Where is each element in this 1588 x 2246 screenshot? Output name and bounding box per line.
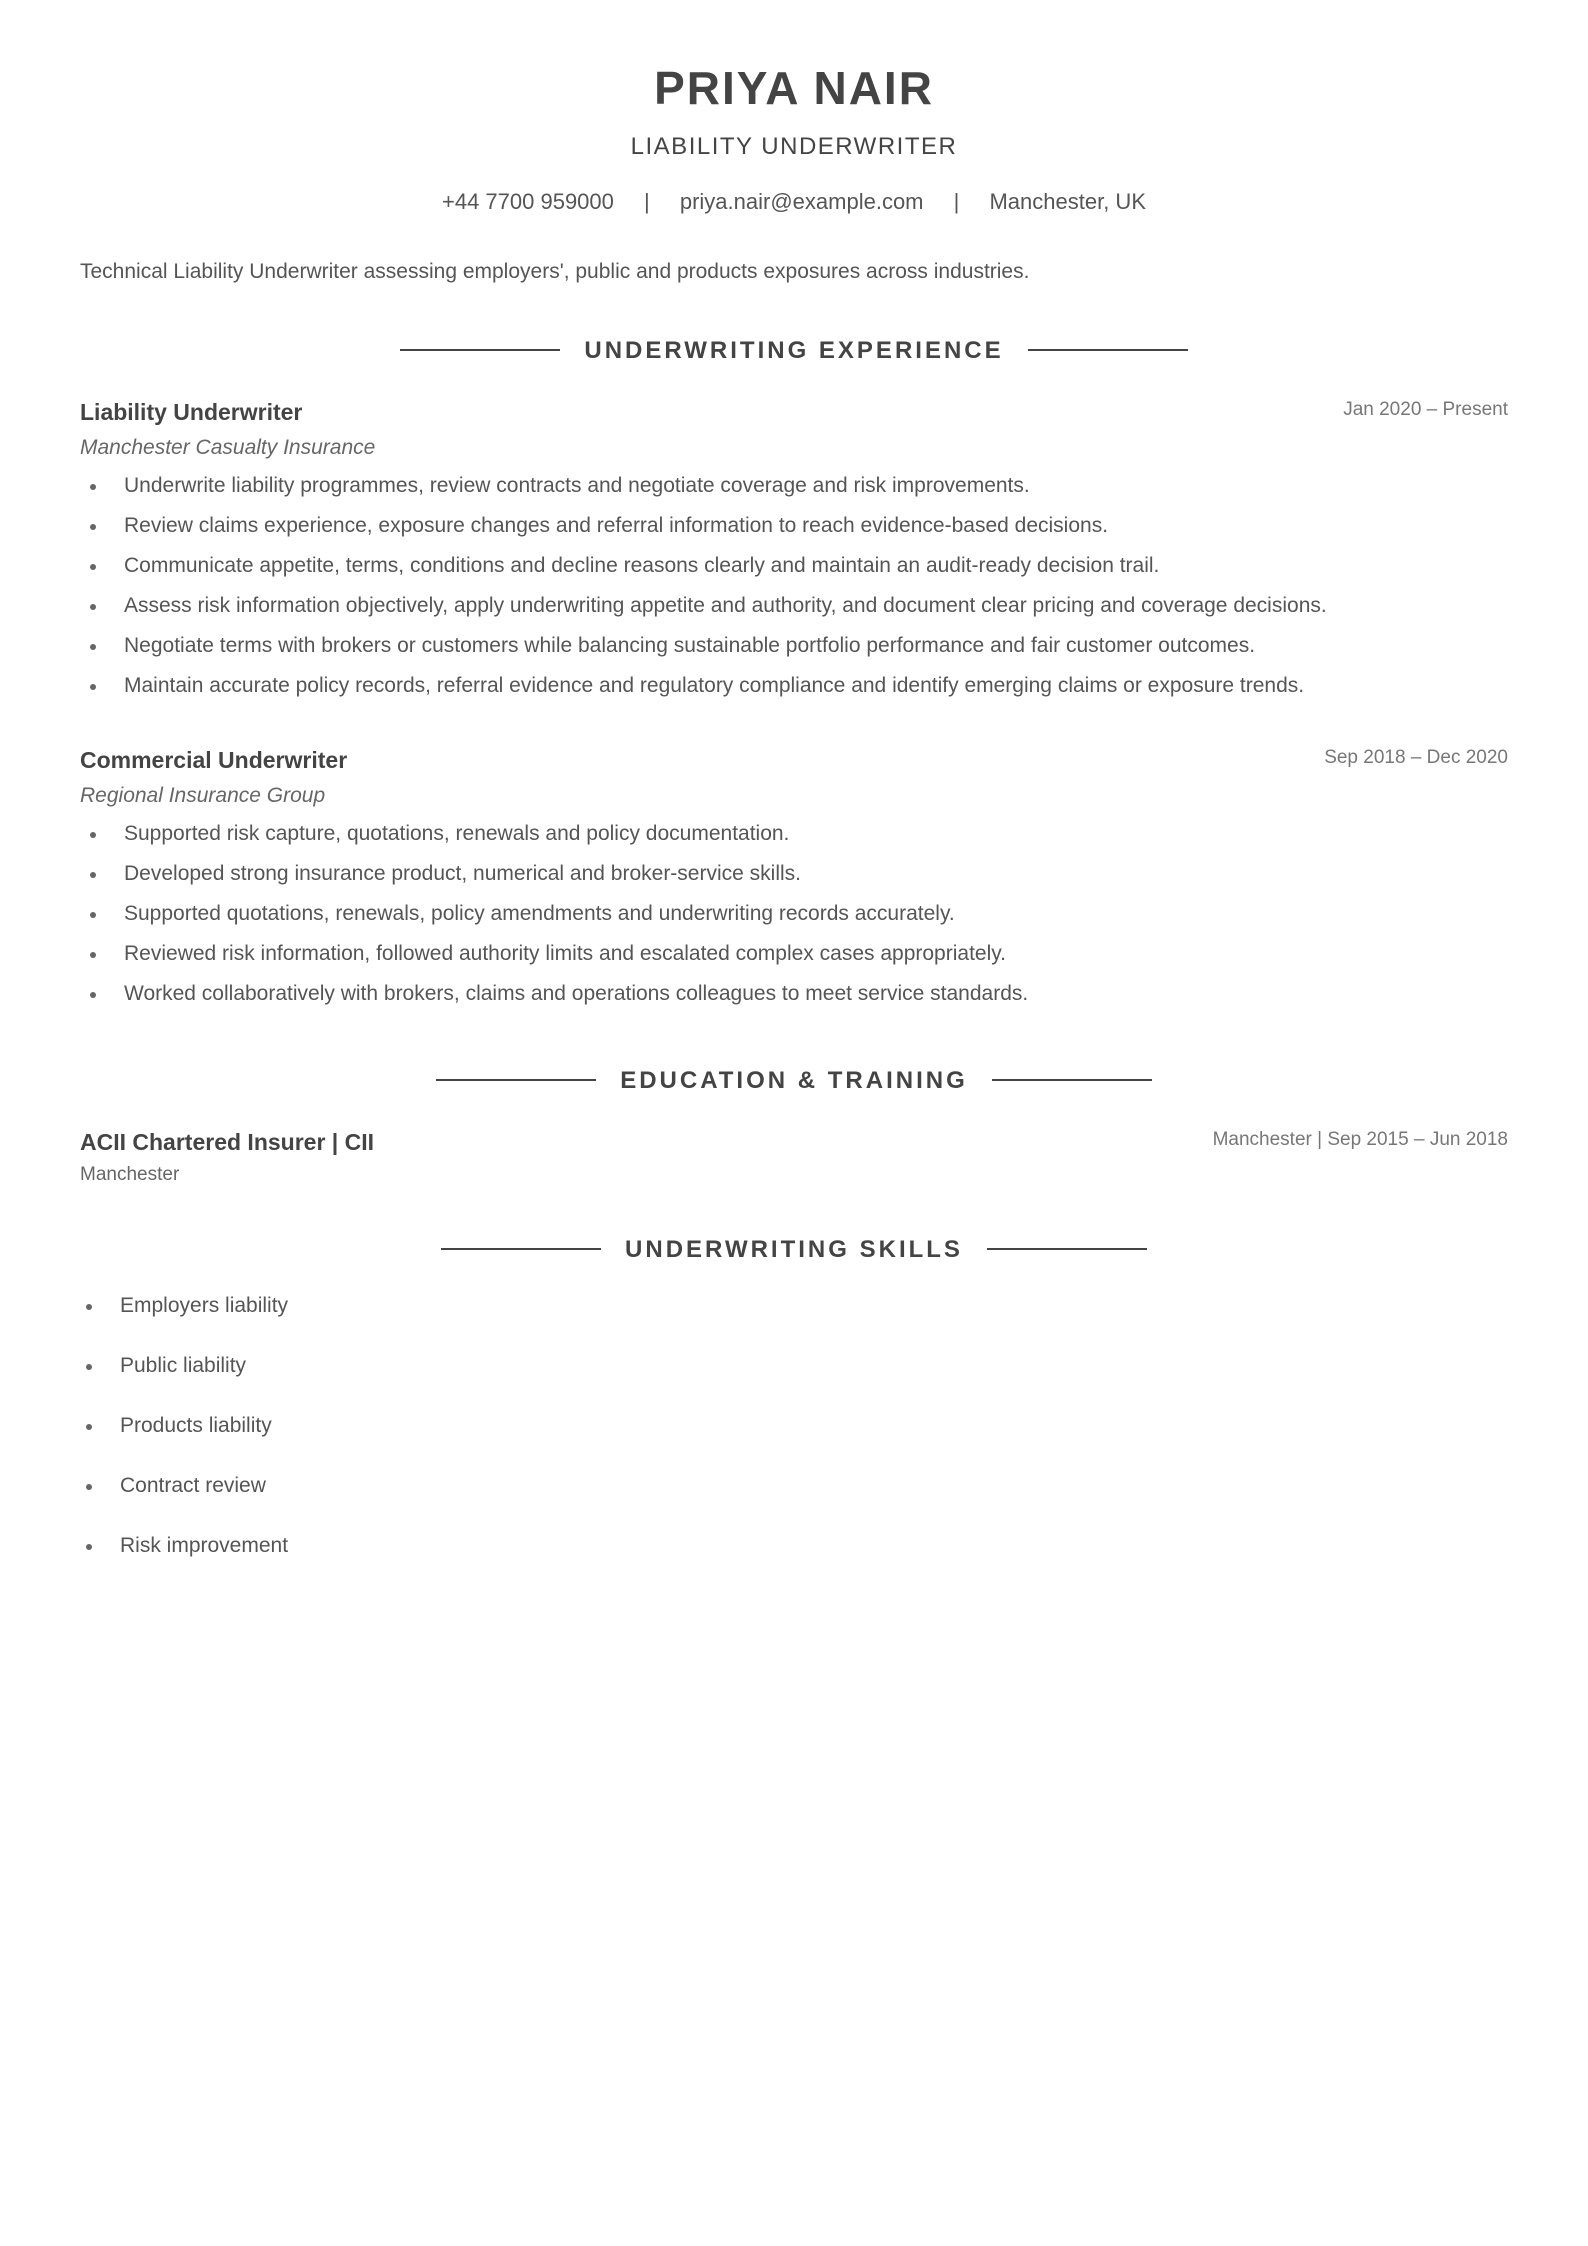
- job-dates: Sep 2018 – Dec 2020: [1324, 747, 1508, 768]
- candidate-name: PRIYA NAIR: [654, 62, 934, 114]
- section-heading-label: UNDERWRITING EXPERIENCE: [584, 337, 1004, 364]
- section-heading-label: EDUCATION & TRAINING: [620, 1067, 968, 1094]
- job-bullet: Reviewed risk information, followed authority limits and escalated complex cases appropriately.: [80, 940, 1508, 968]
- job-bullet: Maintain accurate policy records, referral evidence and regulatory compliance and identify emerging claims or exposure trends.: [80, 672, 1508, 700]
- job-company: Manchester Casualty Insurance: [80, 436, 376, 459]
- job-bullet: Developed strong insurance product, numerical and broker-service skills.: [80, 860, 1508, 888]
- job-role: Commercial Underwriter: [80, 747, 348, 773]
- summary: Technical Liability Underwriter assessing employers', public and products exposures across industries.: [80, 260, 1030, 283]
- contact-phone: +44 7700 959000: [441, 189, 614, 214]
- heading-rule-left: [441, 1248, 601, 1250]
- contact-line: [0, 188, 1588, 216]
- job-role: Liability Underwriter: [80, 399, 303, 425]
- job-bullets: [80, 472, 1508, 700]
- job-company: Regional Insurance Group: [80, 784, 326, 807]
- education-entry: [80, 1126, 1508, 1188]
- skills-list: [80, 1292, 288, 1592]
- skill-item: Employers liability: [80, 1292, 288, 1320]
- job-bullet: Underwrite liability programmes, review contracts and negotiate coverage and risk improvements.: [80, 472, 1508, 500]
- education-qualification: ACII Chartered Insurer | CII: [80, 1129, 375, 1155]
- heading-rule-right: [992, 1079, 1152, 1081]
- heading-rule-right: [987, 1248, 1147, 1250]
- section-heading-label: UNDERWRITING SKILLS: [625, 1236, 963, 1263]
- heading-rule-left: [400, 349, 560, 351]
- job-bullets: [80, 820, 1508, 1008]
- candidate-title: LIABILITY UNDERWRITER: [630, 133, 958, 160]
- section-heading-skills: [0, 1235, 1588, 1265]
- job-bullet: Supported risk capture, quotations, renewals and policy documentation.: [80, 820, 1508, 848]
- contact-separator: |: [644, 189, 650, 214]
- job-bullet: Worked collaboratively with brokers, claims and operations colleagues to meet service standards.: [80, 980, 1508, 1008]
- education-location: Manchester: [80, 1164, 180, 1185]
- skill-item: Public liability: [80, 1352, 288, 1380]
- job-bullet: Communicate appetite, terms, conditions and decline reasons clearly and maintain an audit-ready decision trail.: [80, 552, 1508, 580]
- skill-item: Risk improvement: [80, 1532, 288, 1560]
- contact-separator: |: [953, 189, 960, 214]
- job-dates: Jan 2020 – Present: [1343, 399, 1508, 420]
- education-details: Manchester | Sep 2015 – Jun 2018: [1212, 1129, 1508, 1150]
- skill-item: Contract review: [80, 1472, 288, 1500]
- heading-rule-right: [1028, 349, 1188, 351]
- job-bullet: Review claims experience, exposure changes and referral information to reach evidence-based decisions.: [80, 512, 1508, 540]
- job-bullet: Assess risk information objectively, apply underwriting appetite and authority, and document clear pricing and coverage decisions.: [80, 592, 1508, 620]
- job-entry: [80, 744, 1508, 1020]
- job-entry: [80, 396, 1508, 712]
- skill-item: Products liability: [80, 1412, 288, 1440]
- heading-rule-left: [436, 1079, 596, 1081]
- job-bullet: Supported quotations, renewals, policy amendments and underwriting records accurately.: [80, 900, 1508, 928]
- contact-location: Manchester, UK: [989, 189, 1146, 214]
- section-heading-education: [0, 1066, 1588, 1096]
- job-bullet: Negotiate terms with brokers or customers while balancing sustainable portfolio performance and fair customer outcomes.: [80, 632, 1508, 660]
- section-heading-experience: [0, 336, 1588, 366]
- contact-email: priya.nair@example.com: [679, 189, 924, 214]
